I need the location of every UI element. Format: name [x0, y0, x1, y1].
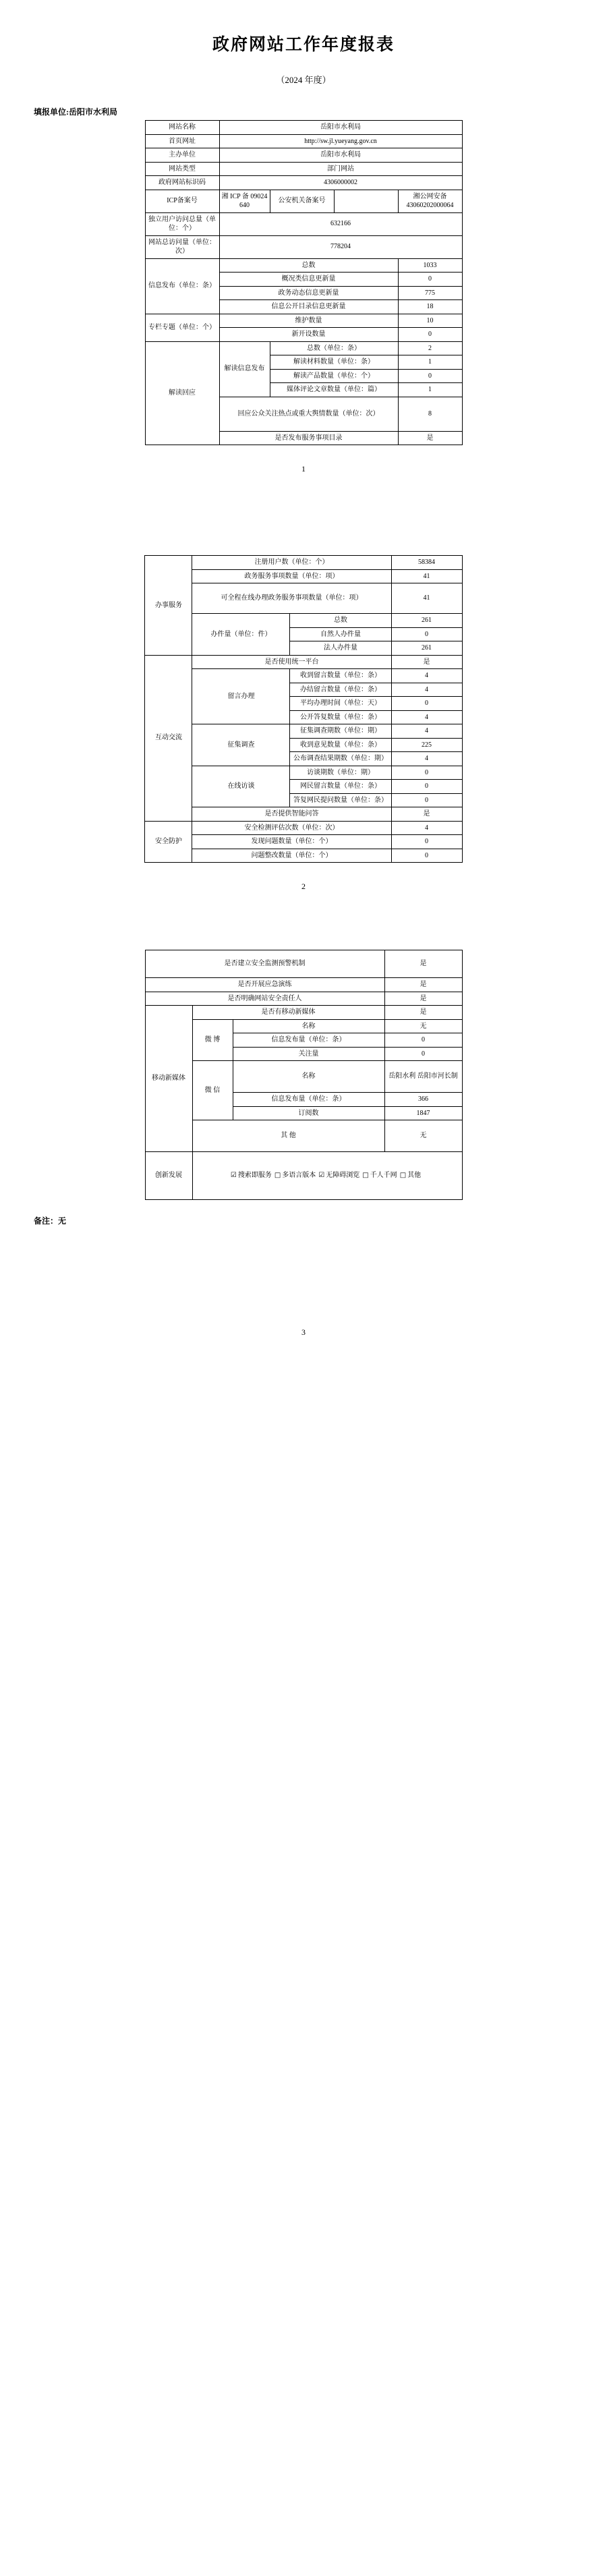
smart-qa-label: 是否提供智能问答	[192, 807, 391, 822]
table-row	[145, 1006, 462, 1020]
table-row	[145, 148, 462, 163]
icp-value: 湘 ICP 备 09024640	[219, 190, 270, 212]
row-label: 是否建立安全监测预警机制	[145, 950, 384, 978]
row-value: 41	[391, 583, 462, 614]
table-row	[145, 314, 462, 328]
row-label: 办结留言数量（单位：条）	[290, 683, 391, 697]
row-label: 总数	[290, 614, 391, 628]
page-number: 1	[301, 464, 306, 474]
table-row	[145, 212, 462, 235]
checkbox-checked-icon[interactable]: ☑	[230, 1172, 237, 1180]
row-label: 名称	[233, 1019, 384, 1033]
table-row	[145, 258, 462, 273]
row-value: 4	[391, 669, 462, 683]
table-row	[145, 235, 462, 258]
row-value: 10	[398, 314, 462, 328]
row-value: 1847	[384, 1106, 462, 1120]
row-value: 366	[384, 1093, 462, 1107]
table-row	[145, 821, 462, 835]
row-value: 4306000002	[219, 176, 462, 190]
row-value: 4	[391, 724, 462, 739]
row-value: 是	[384, 978, 462, 992]
table-row-innovation	[145, 1152, 462, 1200]
row-value: 775	[398, 286, 462, 300]
weibo-label: 微 博	[192, 1019, 233, 1061]
row-value: 41	[391, 569, 462, 583]
innovation-label: 创新发展	[145, 1152, 192, 1200]
interpretation-label: 解读回应	[145, 341, 219, 445]
unified-platform-value: 是	[391, 655, 462, 669]
row-label: 收到留言数量（单位：条）	[290, 669, 391, 683]
row-label: 公布调查结果期数（单位：期）	[290, 752, 391, 766]
total-visits-label: 网站总访问量（单位：次）	[145, 235, 219, 258]
total-visits-value: 778204	[219, 235, 462, 258]
row-value: 261	[391, 641, 462, 656]
row-value: 225	[391, 738, 462, 752]
row-label: 公开答复数量（单位：条）	[290, 710, 391, 724]
row-label: 注册用户数（单位：个）	[192, 556, 391, 570]
row-label: 自然人办件量	[290, 627, 391, 641]
option-label: 其他	[407, 1172, 422, 1180]
row-label: 首页网址	[145, 134, 219, 148]
table-row	[145, 556, 462, 570]
row-value: 0	[391, 766, 462, 780]
gov-record	[398, 190, 462, 212]
row-label: 问题整改数量（单位：个）	[192, 849, 391, 863]
row-label: 平均办理时间（单位：天）	[290, 697, 391, 711]
table-row	[145, 978, 462, 992]
checkbox-unchecked-icon[interactable]: □	[362, 1172, 369, 1180]
icp-label: ICP备案号	[145, 190, 219, 212]
checkbox-checked-icon[interactable]: ☑	[318, 1172, 325, 1180]
table-row	[145, 121, 462, 135]
row-value: 1033	[398, 258, 462, 273]
row-value: 0	[391, 849, 462, 863]
interpretation-publish-label: 解读信息发布	[219, 341, 270, 397]
row-value: 0	[391, 793, 462, 807]
option-label: 千人千网	[370, 1172, 397, 1180]
row-label: 网民留言数量（单位：条）	[290, 780, 391, 794]
hotspot-response-value: 8	[398, 397, 462, 431]
table-row	[145, 724, 462, 739]
row-label: 政务动态信息更新量	[219, 286, 398, 300]
row-label: 总数（单位：条）	[270, 341, 398, 355]
table-row	[145, 1019, 462, 1033]
row-value: 0	[391, 780, 462, 794]
row-label: 答复网民提问数量（单位：条）	[290, 793, 391, 807]
page-number: 2	[301, 882, 306, 891]
row-label: 新开设数量	[219, 328, 398, 342]
other-media-label: 其 他	[192, 1120, 384, 1152]
smart-qa-value: 是	[391, 807, 462, 822]
option-label: 多语言版本	[282, 1172, 316, 1180]
service-directory-value: 是	[398, 431, 462, 445]
row-value: 部门网站	[219, 162, 462, 176]
row-value: 2	[398, 341, 462, 355]
table-row	[145, 162, 462, 176]
table-row-icp	[145, 190, 462, 212]
row-value: 无	[384, 1019, 462, 1033]
checkbox-unchecked-icon[interactable]: □	[274, 1172, 281, 1180]
row-label: 关注量	[233, 1047, 384, 1061]
info-publish-label: 信息发布（单位：条）	[145, 258, 219, 314]
row-value: 0	[384, 1047, 462, 1061]
row-value: 18	[398, 300, 462, 314]
table-row	[145, 669, 462, 683]
row-label: 安全检测评估次数（单位：次）	[192, 821, 391, 835]
table-row	[145, 992, 462, 1006]
table-row	[145, 766, 462, 780]
row-value: 4	[391, 752, 462, 766]
row-value: 0	[391, 697, 462, 711]
table-media-innovation	[145, 950, 463, 1200]
page-break-2	[0, 892, 607, 950]
unique-visitors-value: 632166	[219, 212, 462, 235]
row-value: 4	[391, 821, 462, 835]
case-volume-label: 办件量（单位：件）	[192, 614, 290, 656]
option-search-as-service[interactable]	[231, 1172, 273, 1179]
option-label: 搜索即服务	[237, 1172, 272, 1180]
gov-record-label: 湘公网安备	[413, 192, 447, 200]
unique-visitors-label: 独立用户访问总量（单位：个）	[145, 212, 219, 235]
row-label: 名称	[233, 1061, 384, 1093]
row-label: 信息发布量（单位：条）	[233, 1033, 384, 1048]
row-value: 1	[398, 383, 462, 397]
row-value: http://sw.jl.yueyang.gov.cn	[219, 134, 462, 148]
table-row	[145, 655, 462, 669]
option-personalized[interactable]	[362, 1172, 398, 1179]
row-label: 收到意见数量（单位：条）	[290, 738, 391, 752]
row-label: 可全程在线办理政务服务事项数量（单位：项）	[192, 583, 391, 614]
other-media-value: 无	[384, 1120, 462, 1152]
row-value: 0	[384, 1033, 462, 1048]
gov-record-value: 43060202000064	[406, 202, 454, 209]
has-mobile-media-value: 是	[384, 1006, 462, 1020]
row-value: 0	[398, 273, 462, 287]
table-row	[145, 583, 462, 614]
remark: 备注：无	[34, 1216, 67, 1226]
table-row	[145, 176, 462, 190]
innovation-options	[192, 1152, 462, 1200]
table-row	[145, 134, 462, 148]
row-label: 信息发布量（单位：条）	[233, 1093, 384, 1107]
row-label: 订阅数	[233, 1106, 384, 1120]
row-value: 是	[384, 950, 462, 978]
column-topic-label: 专栏专题（单位：个）	[145, 314, 219, 341]
police-label: 公安机关备案号	[270, 190, 334, 212]
row-label: 网站名称	[145, 121, 219, 135]
interaction-section-label: 互动交流	[145, 655, 192, 821]
row-value: 0	[398, 328, 462, 342]
row-value: 岳阳市水利局	[219, 148, 462, 163]
has-mobile-media-label: 是否有移动新媒体	[192, 1006, 384, 1020]
table-row	[145, 569, 462, 583]
row-label: 法人办件量	[290, 641, 391, 656]
page-number: 3	[301, 1327, 306, 1337]
row-label: 主办单位	[145, 148, 219, 163]
option-label: 无障碍浏览	[326, 1172, 360, 1180]
option-multilingual[interactable]	[274, 1172, 317, 1179]
row-value: 0	[398, 369, 462, 383]
row-label: 解读产品数量（单位：个）	[270, 369, 398, 383]
row-label: 媒体评论文章数量（单位：篇）	[270, 383, 398, 397]
hotspot-response-label: 回应公众关注热点或重大舆情数量（单位：次）	[219, 397, 398, 431]
row-value: 0	[391, 627, 462, 641]
table-row	[145, 614, 462, 628]
table-row	[145, 341, 462, 355]
survey-label: 征集调查	[192, 724, 290, 766]
row-value: 4	[391, 683, 462, 697]
message-handling-label: 留言办理	[192, 669, 290, 724]
weixin-label: 微 信	[192, 1061, 233, 1120]
page-3	[0, 950, 607, 1338]
page-break-1	[0, 474, 607, 555]
row-label: 总数	[219, 258, 398, 273]
online-interview-label: 在线访谈	[192, 766, 290, 807]
checkbox-unchecked-icon[interactable]: □	[399, 1172, 407, 1180]
police-value	[334, 190, 398, 212]
table-row	[145, 849, 462, 863]
table-basic-info	[145, 120, 463, 445]
option-other[interactable]	[400, 1172, 422, 1179]
row-label: 信息公开目录信息更新量	[219, 300, 398, 314]
row-label: 政务服务事项数量（单位：项）	[192, 569, 391, 583]
row-value: 1	[398, 355, 462, 370]
row-label: 政府网站标识码	[145, 176, 219, 190]
table-row	[145, 1120, 462, 1152]
option-accessibility[interactable]	[318, 1172, 361, 1179]
page-2	[0, 555, 607, 892]
row-value: 是	[384, 992, 462, 1006]
table-row	[145, 835, 462, 849]
row-label: 发现问题数量（单位：个）	[192, 835, 391, 849]
table-service-interaction	[144, 555, 462, 863]
row-label: 是否明确网站安全责任人	[145, 992, 384, 1006]
table-row	[145, 1061, 462, 1093]
security-section-label: 安全防护	[145, 821, 192, 863]
page-1	[0, 0, 607, 474]
row-label: 维护数量	[219, 314, 398, 328]
row-label: 征集调查期数（单位：期）	[290, 724, 391, 739]
row-label: 概况类信息更新量	[219, 273, 398, 287]
row-label: 解读材料数量（单位：条）	[270, 355, 398, 370]
doc-subtitle: （2024 年度）	[276, 75, 331, 85]
row-value: 岳阳市水利局	[219, 121, 462, 135]
row-value: 261	[391, 614, 462, 628]
row-label: 网站类型	[145, 162, 219, 176]
row-value: 0	[391, 835, 462, 849]
table-row	[145, 950, 462, 978]
table-row	[145, 807, 462, 822]
row-label: 是否开展应急演练	[145, 978, 384, 992]
page-title: 政府网站工作年度报表	[212, 36, 395, 54]
reporting-unit: 填报单位:岳阳市水利局	[34, 107, 117, 117]
row-value: 58384	[391, 556, 462, 570]
mobile-media-label: 移动新媒体	[145, 1006, 192, 1152]
unified-platform-label: 是否使用统一平台	[192, 655, 391, 669]
row-value: 4	[391, 710, 462, 724]
service-section-label: 办事服务	[145, 556, 192, 656]
service-directory-label: 是否发布服务事项目录	[219, 431, 398, 445]
row-label: 访谈期数（单位：期）	[290, 766, 391, 780]
row-value: 岳阳水利 岳阳市河长制	[384, 1061, 462, 1093]
